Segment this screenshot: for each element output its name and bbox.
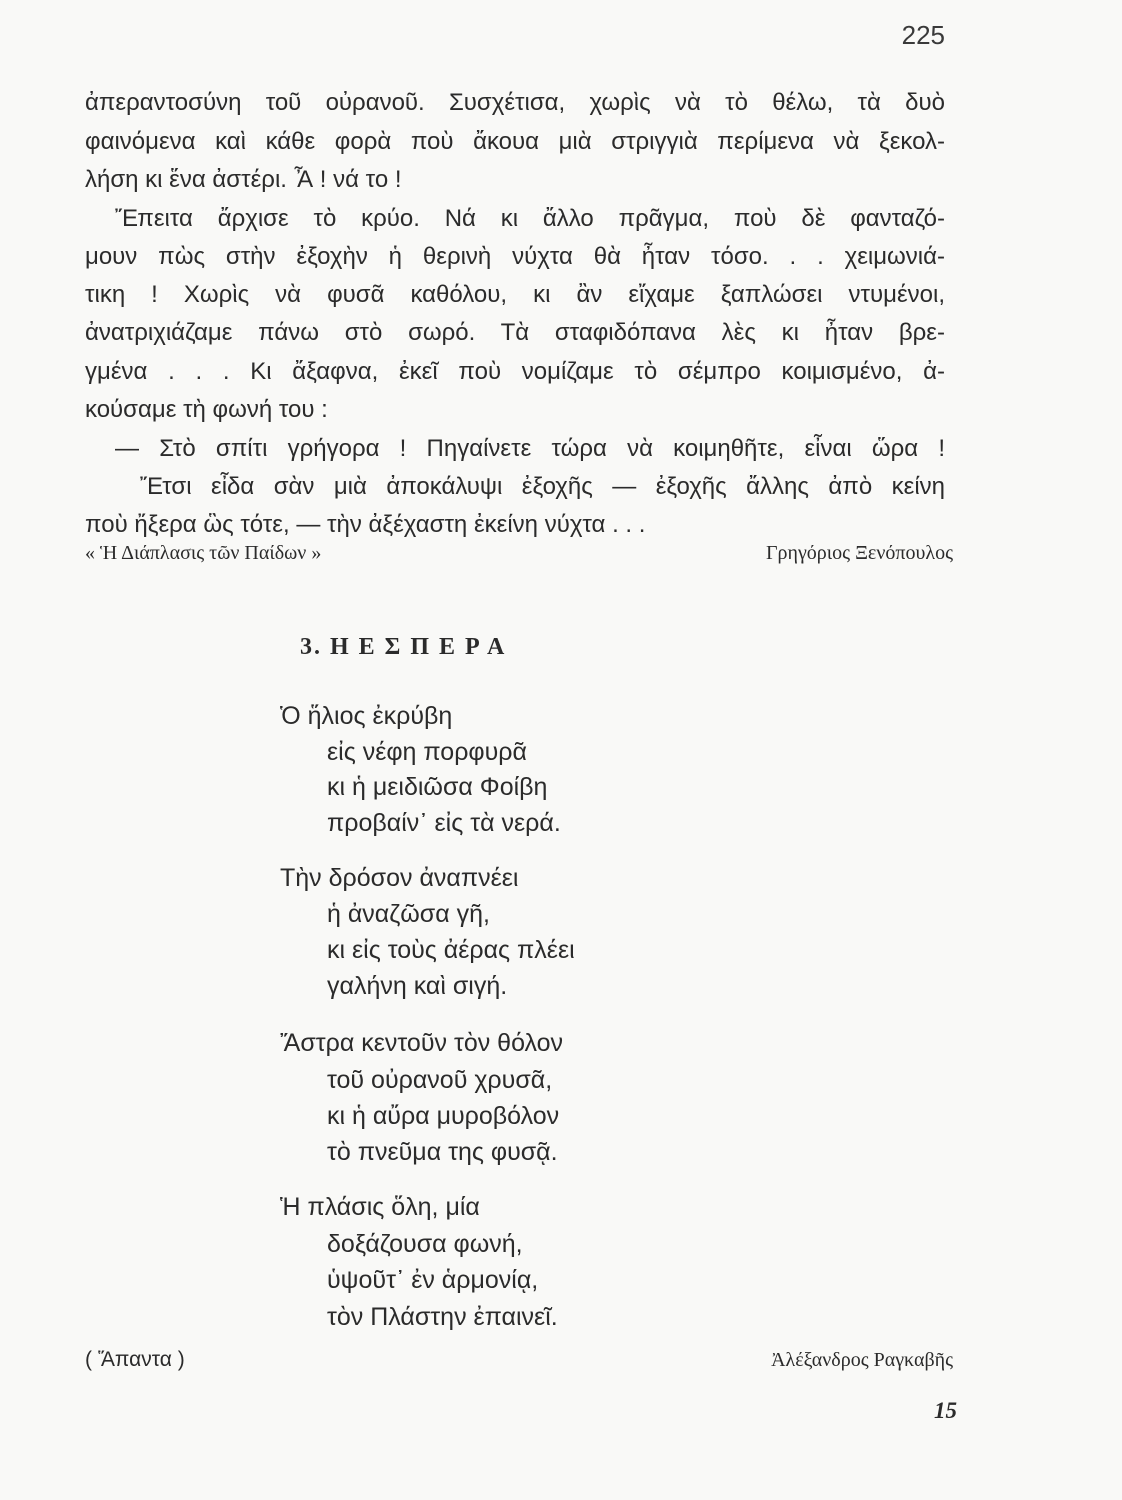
poem-line: κι ἡ μειδιῶσα Φοίβη xyxy=(327,773,548,801)
citation-author: Ἀλέξανδρος Ραγκαβῆς xyxy=(771,1349,953,1371)
poem-line: γαλήνη καὶ σιγή. xyxy=(327,972,508,1000)
paragraph-line: κούσαμε τὴ φωνή του : xyxy=(85,396,328,423)
poem-line: τὸν Πλάστην ἐπαινεῖ. xyxy=(327,1303,558,1331)
paragraph-line: φαινόμενα καὶ κάθε φορὰ ποὺ ἄκουα μιὰ στριγγιὰ περίμενα νὰ ξεκολ- xyxy=(85,128,945,155)
poem-line: Τὴν δρόσον ἀναπνέει xyxy=(280,864,519,892)
poem-line: ὑψοῦτ᾿ ἐν ἁρμονίᾳ, xyxy=(327,1266,539,1294)
poem-line: δοξάζουσα φωνή, xyxy=(327,1230,523,1258)
poem-line: Ἄστρα κεντοῦν τὸν θόλον xyxy=(280,1029,564,1057)
poem-line: κι εἰς τοὺς ἀέρας πλέει xyxy=(327,936,575,964)
citation-source: ( Ἅπαντα ) xyxy=(85,1348,185,1371)
poem-line: Ὁ ἥλιος ἐκρύβη xyxy=(280,702,453,730)
poem-line: κι ἡ αὔρα μυροβόλον xyxy=(327,1102,560,1130)
paragraph-line: ἀνατριχιάζαμε πάνω στὸ σωρό. Τὰ σταφιδόπανα λὲς κι ἦταν βρε- xyxy=(85,319,945,346)
paragraph-line: Ἔπειτα ἄρχισε τὸ κρύο. Νά κι ἄλλο πρᾶγμα, ποὺ δὲ φανταζό- xyxy=(115,205,945,232)
poem-line: Ἡ πλάσις ὅλη, μία xyxy=(280,1193,480,1221)
signature-page-number: 15 xyxy=(934,1398,957,1423)
paragraph-line: λήση κι ἕνα ἀστέρι. Ἆ ! νά το ! xyxy=(85,166,402,193)
citation-xenopoulos xyxy=(85,540,953,566)
poem-title: 3. Η Ε Σ Π Ε Ρ Α xyxy=(300,634,507,660)
poem-line: εἰς νέφη πορφυρᾶ xyxy=(327,738,527,766)
poem-line: τοῦ οὐρανοῦ χρυσᾶ, xyxy=(327,1066,553,1094)
poem-line: τὸ πνεῦμα της φυσᾷ. xyxy=(327,1138,558,1166)
paragraph-line: — Στὸ σπίτι γρήγορα ! Πηγαίνετε τώρα νὰ κοιμηθῆτε, εἶναι ὥρα ! xyxy=(115,435,945,462)
paragraph-line: γμένα . . . Κι ἄξαφνα, ἐκεῖ ποὺ νομίζαμε τὸ σέμπρο κοιμισμένο, ἀ- xyxy=(85,358,945,385)
paragraph-line: Ἔτσι εἶδα σὰν μιὰ ἀποκάλυψι ἐξοχῆς — ἐξοχῆς ἄλλης ἀπὸ κείνη xyxy=(140,473,945,500)
poem-line: προβαίν᾿ εἰς τὰ νερά. xyxy=(327,809,561,837)
citation-ragkavis xyxy=(85,1347,953,1373)
paragraph-line: τικη ! Χωρὶς νὰ φυσᾶ καθόλου, κι ἂν εἴχαμε ξαπλώσει ντυμένοι, xyxy=(85,281,945,308)
poem-line: ἡ ἀναζῶσα γῆ, xyxy=(327,900,490,928)
citation-source: « Ἡ Διάπλασις τῶν Παίδων » xyxy=(85,542,322,564)
paragraph-line: ποὺ ἤξερα ὣς τότε, — τὴν ἀξέχαστη ἐκείνη νύχτα . . . xyxy=(85,511,646,538)
citation-author: Γρηγόριος Ξενόπουλος xyxy=(765,542,953,564)
paragraph-line: μουν πὼς στὴν ἐξοχὴν ἡ θερινὴ νύχτα θὰ ἦταν τόσο. . . χειμωνιά- xyxy=(85,243,945,270)
page-number: 225 xyxy=(901,20,945,50)
paragraph-line: ἀπεραντοσύνη τοῦ οὐρανοῦ. Συσχέτισα, χωρὶς νὰ τὸ θέλω, τὰ δυὸ xyxy=(85,89,945,116)
